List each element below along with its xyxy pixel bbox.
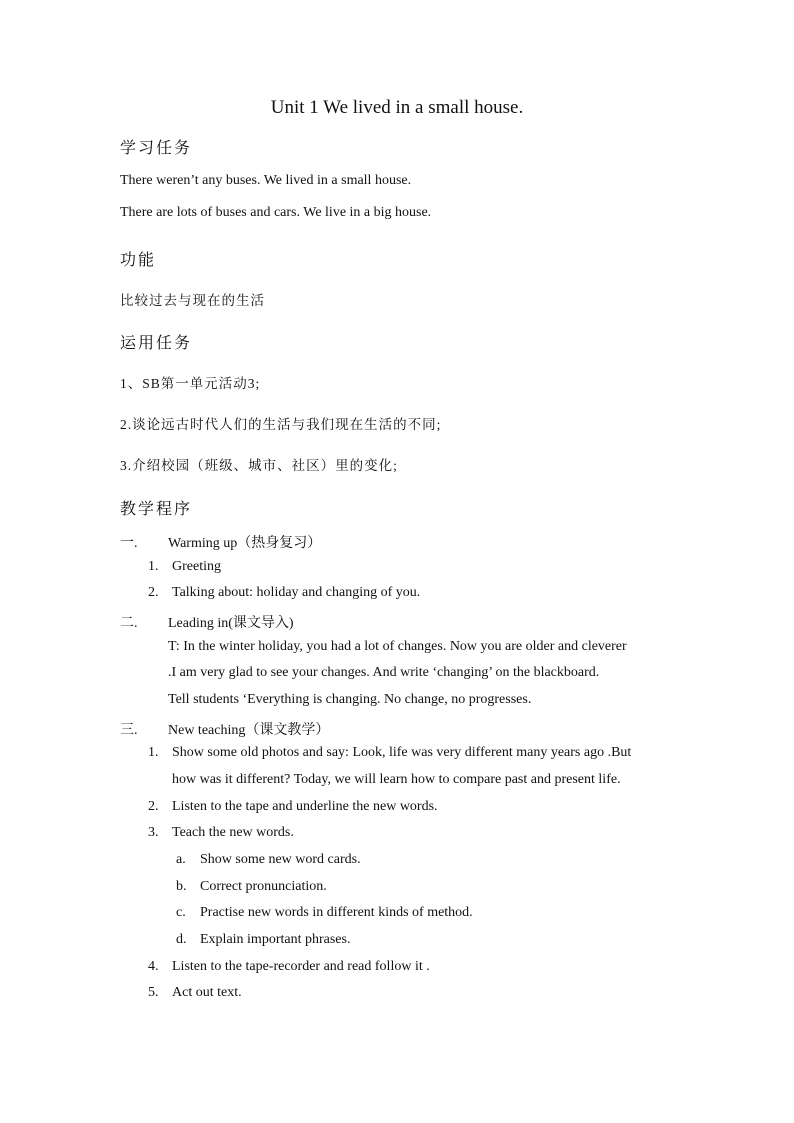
step3-item4-text: Listen to the tape-recorder and read follow it . bbox=[172, 959, 430, 974]
step1-item2-text: Talking about: holiday and changing of you. bbox=[172, 585, 421, 600]
task-heading: 学习任务 bbox=[120, 140, 193, 157]
usage-heading: 运用任务 bbox=[120, 335, 193, 352]
step3-item5-text: Act out text. bbox=[172, 985, 242, 1000]
step2-label: Leading in(课文导入) bbox=[168, 616, 294, 631]
sub-item-c-text: Practise new words in different kinds of method. bbox=[200, 905, 473, 920]
step1-item2-number: 2. bbox=[148, 585, 159, 600]
sub-item-b-text: Correct pronunciation. bbox=[200, 879, 327, 894]
step1-number: 一. bbox=[120, 536, 138, 551]
function-heading: 功能 bbox=[120, 252, 157, 269]
task-line-1: There weren’t any buses. We lived in a small house. bbox=[120, 173, 412, 188]
procedure-heading: 教学程序 bbox=[120, 501, 193, 518]
usage-line-2: 2.谈论远古时代人们的生活与我们现在生活的不同; bbox=[120, 417, 442, 432]
step3-item3-number: 3. bbox=[148, 825, 159, 840]
usage-line-3: 3.介绍校园（班级、城市、社区）里的变化; bbox=[120, 458, 398, 473]
sub-item-d-letter: d. bbox=[176, 932, 187, 947]
step2-line-2: .I am very glad to see your changes. And write ‘changing’ on the blackboard. bbox=[168, 665, 600, 680]
step3-label: New teaching（课文教学） bbox=[168, 723, 330, 738]
step1-item1-text: Greeting bbox=[172, 559, 221, 574]
function-line: 比较过去与现在的生活 bbox=[120, 293, 265, 308]
step3-item3-text: Teach the new words. bbox=[172, 825, 294, 840]
step1-label: Warming up（热身复习） bbox=[168, 536, 322, 551]
sub-item-c-letter: c. bbox=[176, 905, 186, 920]
step3-item5-number: 5. bbox=[148, 985, 159, 1000]
step3-item1-line-2: how was it different? Today, we will learn how to compare past and present life. bbox=[172, 772, 621, 787]
sub-item-a-text: Show some new word cards. bbox=[200, 852, 361, 867]
document-title: Unit 1 We lived in a small house. bbox=[270, 97, 524, 118]
task-line-2: There are lots of buses and cars. We live in a big house. bbox=[120, 205, 432, 220]
step3-item4-number: 4. bbox=[148, 959, 159, 974]
step3-item2-number: 2. bbox=[148, 799, 159, 814]
step3-item2-text: Listen to the tape and underline the new words. bbox=[172, 799, 438, 814]
usage-line-1: 1、SB第一单元活动3; bbox=[120, 376, 261, 391]
step2-line-3: Tell students ‘Everything is changing. No change, no progresses. bbox=[168, 692, 532, 707]
sub-item-b-letter: b. bbox=[176, 879, 187, 894]
step3-item1-number: 1. bbox=[148, 745, 159, 760]
step3-item1-line-1: Show some old photos and say: Look, life was very different many years ago .But bbox=[172, 745, 632, 760]
step2-line-1: T: In the winter holiday, you had a lot of changes. Now you are older and cleverer bbox=[168, 639, 627, 654]
sub-item-d-text: Explain important phrases. bbox=[200, 932, 351, 947]
sub-item-a-letter: a. bbox=[176, 852, 186, 867]
step1-item1-number: 1. bbox=[148, 559, 159, 574]
step2-number: 二. bbox=[120, 616, 138, 631]
step3-number: 三. bbox=[120, 723, 138, 738]
